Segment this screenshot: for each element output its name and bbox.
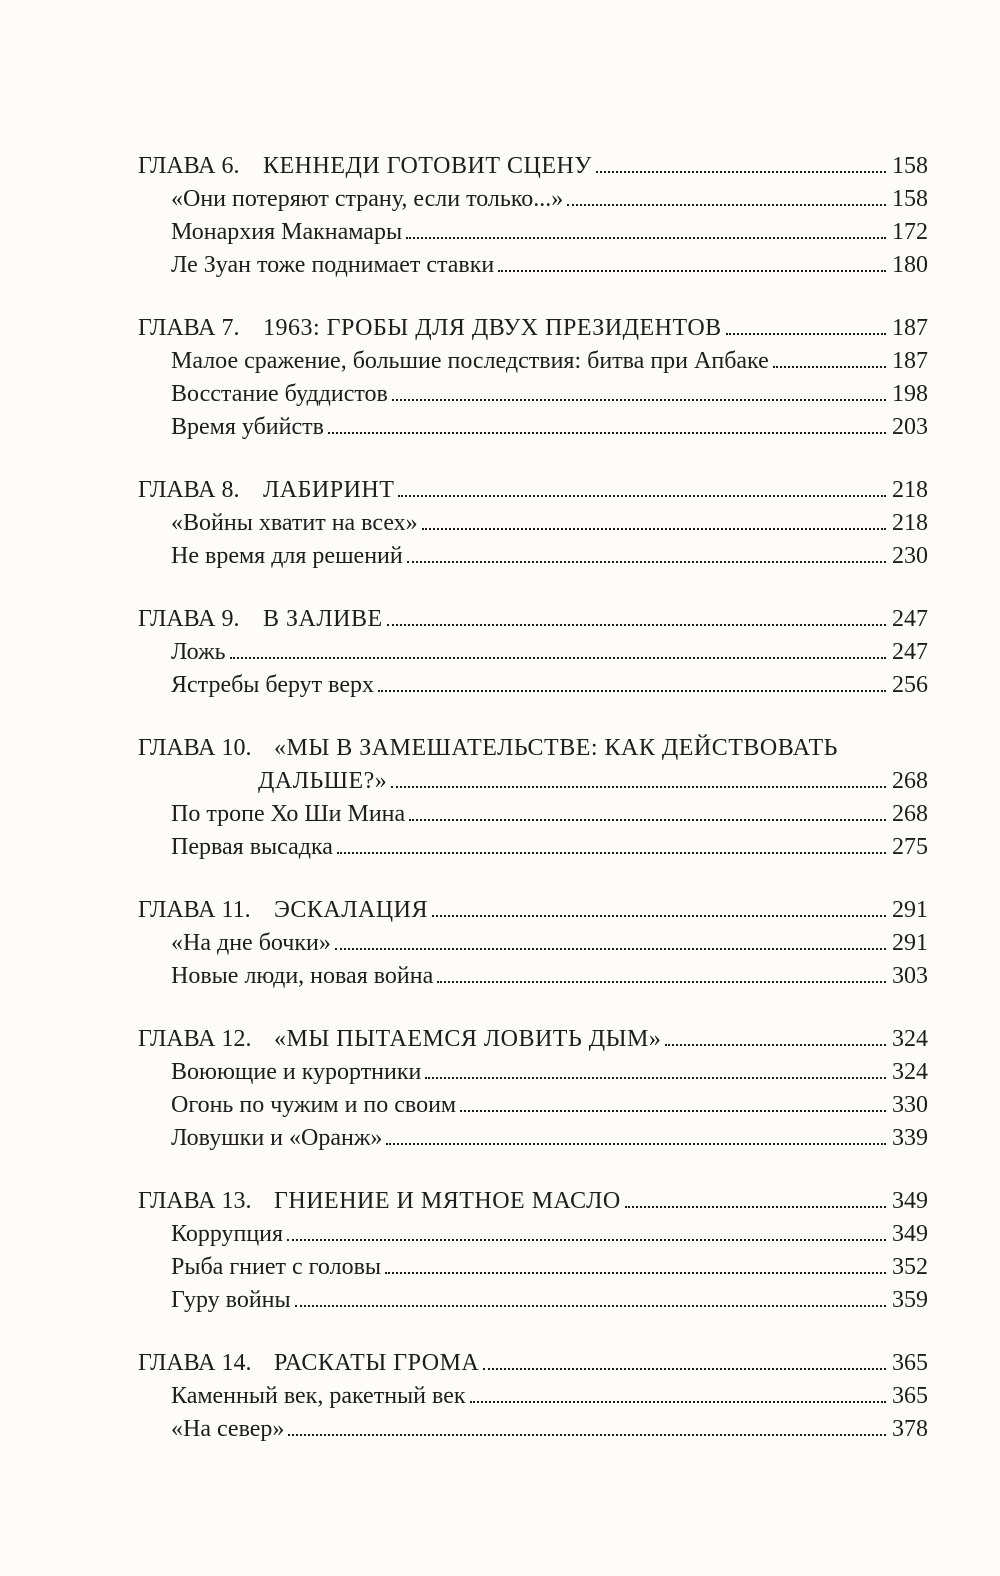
chapter-title: «МЫ ПЫТАЕМСЯ ЛОВИТЬ ДЫМ»	[274, 1026, 662, 1052]
dot-leader	[387, 624, 886, 626]
page-number: 247	[892, 639, 928, 665]
dot-leader	[425, 1077, 886, 1079]
dot-leader	[596, 171, 886, 173]
page-number: 349	[892, 1188, 928, 1214]
section-title: «На север»	[171, 1416, 285, 1442]
chapter-title: ЭСКАЛАЦИЯ	[274, 897, 428, 923]
page-number: 218	[892, 477, 928, 503]
chapter-11	[138, 894, 928, 993]
section-title: Малое сражение, большие последствия: битва при Апбаке	[171, 348, 769, 374]
page-number: 359	[892, 1287, 928, 1313]
dot-leader	[337, 852, 886, 854]
dot-leader	[385, 1272, 886, 1274]
chapter-12	[138, 1023, 928, 1155]
section-title: «Они потеряют страну, если только...»	[171, 186, 564, 212]
page-number: 187	[892, 348, 928, 374]
page-number: 230	[892, 543, 928, 569]
section-title: Ловушки и «Оранж»	[171, 1125, 383, 1151]
section-entry[interactable]	[138, 183, 928, 216]
dot-leader	[386, 1143, 886, 1145]
chapter-heading[interactable]	[138, 312, 928, 345]
dot-leader	[437, 981, 886, 983]
dot-leader	[665, 1044, 886, 1046]
chapter-heading[interactable]	[138, 1023, 928, 1056]
page-number: 268	[892, 801, 928, 827]
chapter-heading[interactable]	[138, 894, 928, 927]
section-entry[interactable]	[138, 345, 928, 378]
dot-leader	[460, 1110, 886, 1112]
section-title: Монархия Макнамары	[171, 219, 403, 245]
section-entry[interactable]	[138, 798, 928, 831]
section-title: Гуру войны	[171, 1287, 291, 1313]
section-entry[interactable]	[138, 378, 928, 411]
chapter-heading[interactable]	[138, 1347, 928, 1380]
chapter-14	[138, 1347, 928, 1446]
page-number: 158	[892, 153, 928, 179]
chapter-number: ГЛАВА 13.	[138, 1188, 252, 1214]
page-number: 378	[892, 1416, 928, 1442]
section-title: Огонь по чужим и по своим	[171, 1092, 457, 1118]
page-number: 352	[892, 1254, 928, 1280]
page-number: 247	[892, 606, 928, 632]
table-of-contents	[138, 150, 928, 1476]
page-number: 365	[892, 1383, 928, 1409]
section-title: «На дне бочки»	[171, 930, 331, 956]
dot-leader	[287, 1239, 886, 1241]
section-title: «Войны хватит на всех»	[171, 510, 418, 536]
dot-leader	[432, 915, 886, 917]
dot-leader	[230, 657, 886, 659]
section-entry[interactable]	[138, 960, 928, 993]
page-number: 172	[892, 219, 928, 245]
chapter-13	[138, 1185, 928, 1317]
chapter-number: ГЛАВА 8.	[138, 477, 240, 503]
dot-leader	[625, 1206, 886, 1208]
chapter-title-continued: ДАЛЬШЕ?»	[258, 768, 388, 794]
section-title: Новые люди, новая война	[171, 963, 434, 989]
page-number: 339	[892, 1125, 928, 1151]
dot-leader	[378, 690, 886, 692]
page-number: 291	[892, 930, 928, 956]
page-number: 365	[892, 1350, 928, 1376]
page-number: 198	[892, 381, 928, 407]
dot-leader	[398, 495, 886, 497]
chapter-heading[interactable]	[138, 732, 928, 765]
chapter-9	[138, 603, 928, 702]
dot-leader	[391, 786, 886, 788]
chapter-heading[interactable]	[138, 474, 928, 507]
section-entry[interactable]	[138, 216, 928, 249]
section-entry[interactable]	[138, 1413, 928, 1446]
page-number: 324	[892, 1026, 928, 1052]
page-number: 180	[892, 252, 928, 278]
chapter-7	[138, 312, 928, 444]
section-entry[interactable]	[138, 636, 928, 669]
section-entry[interactable]	[138, 831, 928, 864]
page-number: 256	[892, 672, 928, 698]
dot-leader	[295, 1305, 886, 1307]
page-number: 303	[892, 963, 928, 989]
chapter-title: КЕННЕДИ ГОТОВИТ СЦЕНУ	[263, 153, 592, 179]
section-entry[interactable]	[138, 1218, 928, 1251]
dot-leader	[422, 528, 886, 530]
section-entry[interactable]	[138, 1056, 928, 1089]
section-title: Ле Зуан тоже поднимает ставки	[171, 252, 495, 278]
dot-leader	[498, 270, 886, 272]
chapter-heading[interactable]	[138, 150, 928, 183]
page-number: 275	[892, 834, 928, 860]
page-number: 324	[892, 1059, 928, 1085]
section-entry[interactable]	[138, 669, 928, 702]
chapter-number: ГЛАВА 14.	[138, 1350, 252, 1376]
section-entry[interactable]	[138, 411, 928, 444]
chapter-heading-continuation[interactable]	[138, 765, 928, 798]
dot-leader	[406, 237, 886, 239]
section-entry[interactable]	[138, 1380, 928, 1413]
page-number: 218	[892, 510, 928, 536]
page-number: 187	[892, 315, 928, 341]
section-entry[interactable]	[138, 1122, 928, 1155]
dot-leader	[407, 561, 886, 563]
dot-leader	[409, 819, 886, 821]
chapter-title: «МЫ В ЗАМЕШАТЕЛЬСТВЕ: КАК ДЕЙСТВОВАТЬ	[274, 735, 838, 761]
page-number: 349	[892, 1221, 928, 1247]
chapter-6	[138, 150, 928, 282]
section-title: Первая высадка	[171, 834, 333, 860]
section-title: Воюющие и курортники	[171, 1059, 422, 1085]
dot-leader	[328, 432, 886, 434]
chapter-number: ГЛАВА 11.	[138, 897, 251, 923]
section-entry[interactable]	[138, 540, 928, 573]
chapter-number: ГЛАВА 7.	[138, 315, 240, 341]
section-entry[interactable]	[138, 1251, 928, 1284]
page-number: 158	[892, 186, 928, 212]
chapter-number: ГЛАВА 12.	[138, 1026, 252, 1052]
chapter-number: ГЛАВА 9.	[138, 606, 240, 632]
chapter-title: В ЗАЛИВЕ	[263, 606, 383, 632]
chapter-8	[138, 474, 928, 573]
dot-leader	[483, 1368, 886, 1370]
chapter-heading[interactable]	[138, 603, 928, 636]
section-title: Ястребы берут верх	[171, 672, 374, 698]
section-title: Восстание буддистов	[171, 381, 388, 407]
dot-leader	[726, 333, 886, 335]
chapter-title: ГНИЕНИЕ И МЯТНОЕ МАСЛО	[274, 1188, 621, 1214]
page-number: 203	[892, 414, 928, 440]
page-number: 330	[892, 1092, 928, 1118]
section-entry[interactable]	[138, 1284, 928, 1317]
chapter-title: РАСКАТЫ ГРОМА	[274, 1350, 480, 1376]
dot-leader	[335, 948, 886, 950]
section-title: Ложь	[171, 639, 226, 665]
chapter-number: ГЛАВА 10.	[138, 735, 252, 761]
dot-leader	[288, 1434, 886, 1436]
chapter-10	[138, 732, 928, 864]
section-title: Каменный век, ракетный век	[171, 1383, 466, 1409]
dot-leader	[392, 399, 886, 401]
section-title: Не время для решений	[171, 543, 403, 569]
chapter-title: 1963: ГРОБЫ ДЛЯ ДВУХ ПРЕЗИДЕНТОВ	[263, 315, 722, 341]
section-title: По тропе Хо Ши Мина	[171, 801, 406, 827]
section-entry[interactable]	[138, 249, 928, 282]
dot-leader	[567, 204, 886, 206]
dot-leader	[470, 1401, 886, 1403]
section-entry[interactable]	[138, 507, 928, 540]
page-number: 268	[892, 768, 928, 794]
page-number: 291	[892, 897, 928, 923]
section-title: Рыба гниет с головы	[171, 1254, 382, 1280]
chapter-title: ЛАБИРИНТ	[263, 477, 395, 503]
dot-leader	[773, 366, 886, 368]
chapter-number: ГЛАВА 6.	[138, 153, 240, 179]
section-entry[interactable]	[138, 1089, 928, 1122]
section-title: Время убийств	[171, 414, 324, 440]
chapter-heading[interactable]	[138, 1185, 928, 1218]
section-entry[interactable]	[138, 927, 928, 960]
section-title: Коррупция	[171, 1221, 284, 1247]
